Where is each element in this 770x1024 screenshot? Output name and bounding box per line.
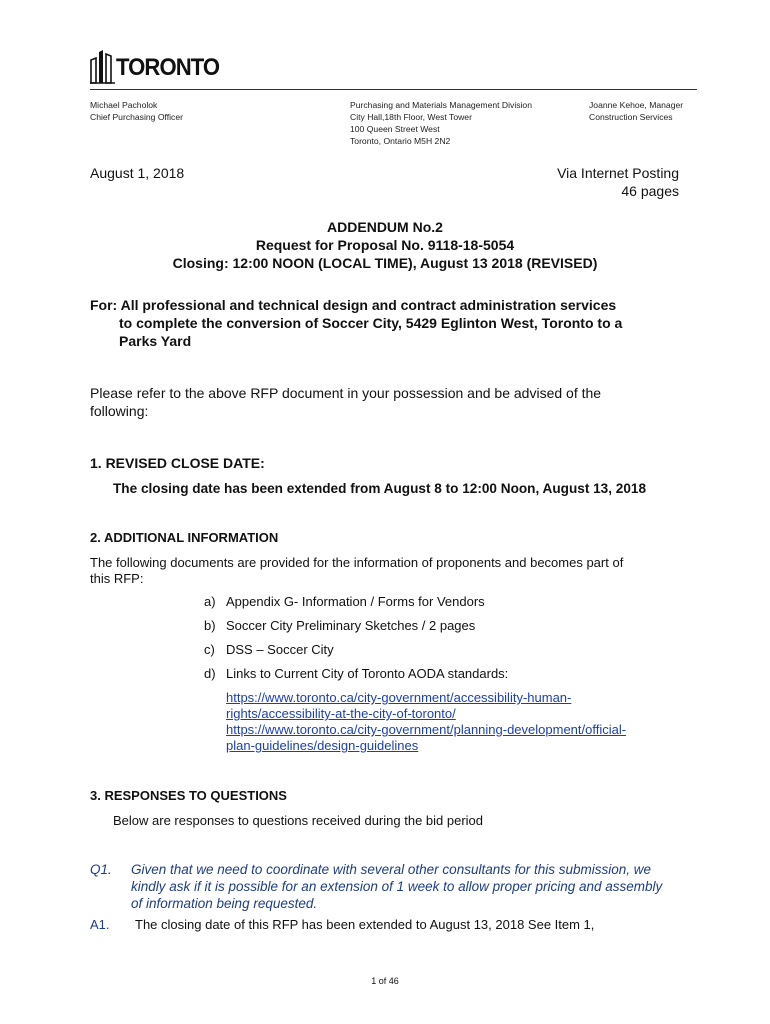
list-text: Soccer City Preliminary Sketches / 2 pages bbox=[226, 618, 476, 633]
address-line-1: City Hall,18th Floor, West Tower bbox=[350, 112, 472, 122]
question-line-2: kindly ask if it is possible for an extension of 1 week to allow proper pricing and assembly bbox=[131, 879, 663, 894]
section-2-intro bbox=[90, 555, 623, 587]
logo-text: TORONTO bbox=[116, 54, 220, 81]
aoda-link-2-part-2[interactable]: plan-guidelines/design-guidelines bbox=[226, 738, 419, 753]
list-letter: b) bbox=[204, 618, 216, 633]
city-hall-icon bbox=[90, 48, 116, 84]
list-item bbox=[204, 666, 508, 690]
toronto-logo bbox=[90, 46, 220, 84]
officer-title: Chief Purchasing Officer bbox=[90, 112, 183, 122]
page-count: 46 pages bbox=[621, 183, 679, 199]
for-line-1: For: All professional and technical design and contract administration services bbox=[90, 297, 617, 313]
addendum-number: ADDENDUM No.2 bbox=[327, 219, 443, 235]
page-number: 1 of 46 bbox=[371, 976, 399, 986]
section-1-text: The closing date has been extended from August 8 to 12:00 Noon, August 13, 2018 bbox=[113, 481, 647, 496]
for-line-2: to complete the conversion of Soccer City, 5429 Eglinton West, Toronto to a bbox=[119, 315, 623, 331]
header-left bbox=[90, 99, 183, 123]
addendum-title bbox=[90, 218, 680, 272]
closing-line: Closing: 12:00 NOON (LOCAL TIME), August 13 2018 (REVISED) bbox=[172, 255, 598, 271]
question-text bbox=[131, 861, 662, 912]
intro-paragraph bbox=[90, 384, 601, 420]
document-date: August 1, 2018 bbox=[90, 165, 185, 181]
section-3-heading: 3. RESPONSES TO QUESTIONS bbox=[90, 788, 287, 803]
for-block bbox=[90, 296, 622, 350]
section-2-heading: 2. ADDITIONAL INFORMATION bbox=[90, 530, 279, 545]
list-item bbox=[204, 594, 508, 618]
answer-text: The closing date of this RFP has been extended to August 13, 2018 See Item 1, bbox=[135, 917, 595, 932]
question-line-3: of information being requested. bbox=[131, 896, 318, 911]
header-middle bbox=[350, 99, 532, 147]
manager-name: Joanne Kehoe, Manager bbox=[589, 100, 684, 110]
section-2-intro-line-2: this RFP: bbox=[90, 571, 144, 586]
answer-label: A1. bbox=[90, 917, 110, 932]
question-line-1: Given that we need to coordinate with several other consultants for this submission, we bbox=[131, 862, 652, 877]
list-letter: a) bbox=[204, 594, 216, 609]
aoda-link-1-part-2[interactable]: rights/accessibility-at-the-city-of-toronto/ bbox=[226, 706, 456, 721]
via-text: Via Internet Posting bbox=[557, 165, 679, 181]
intro-line-1: Please refer to the above RFP document in your possession and be advised of the bbox=[90, 385, 602, 401]
list-text: Links to Current City of Toronto AODA standards: bbox=[226, 666, 509, 681]
address-line-3: Toronto, Ontario M5H 2N2 bbox=[350, 136, 451, 146]
for-line-3: Parks Yard bbox=[119, 333, 192, 349]
section-1-heading: 1. REVISED CLOSE DATE: bbox=[90, 455, 265, 471]
header-right bbox=[589, 99, 683, 123]
division-name: Purchasing and Materials Management Division bbox=[350, 100, 532, 110]
list-item bbox=[204, 618, 508, 642]
rfp-number: Request for Proposal No. 9118-18-5054 bbox=[255, 237, 515, 253]
aoda-link-2-part-1[interactable]: https://www.toronto.ca/city-government/planning-development/official- bbox=[226, 722, 627, 737]
aoda-link-1-part-1[interactable]: https://www.toronto.ca/city-government/accessibility-human- bbox=[226, 690, 572, 705]
question-label: Q1. bbox=[90, 862, 112, 877]
list-letter: d) bbox=[204, 666, 216, 681]
intro-line-2: following: bbox=[90, 403, 149, 419]
header-divider bbox=[90, 89, 697, 90]
manager-title: Construction Services bbox=[589, 112, 673, 122]
list-text: DSS – Soccer City bbox=[226, 642, 334, 657]
aoda-links bbox=[226, 690, 626, 754]
address-line-2: 100 Queen Street West bbox=[350, 124, 440, 134]
document-list bbox=[204, 594, 508, 690]
officer-name: Michael Pacholok bbox=[90, 100, 158, 110]
list-letter: c) bbox=[204, 642, 215, 657]
posting-method bbox=[557, 164, 679, 200]
list-item bbox=[204, 642, 508, 666]
section-3-text: Below are responses to questions received during the bid period bbox=[113, 813, 484, 828]
section-2-intro-line-1: The following documents are provided for the information of proponents and becomes part of bbox=[90, 555, 624, 570]
list-text: Appendix G- Information / Forms for Vendors bbox=[226, 594, 485, 609]
